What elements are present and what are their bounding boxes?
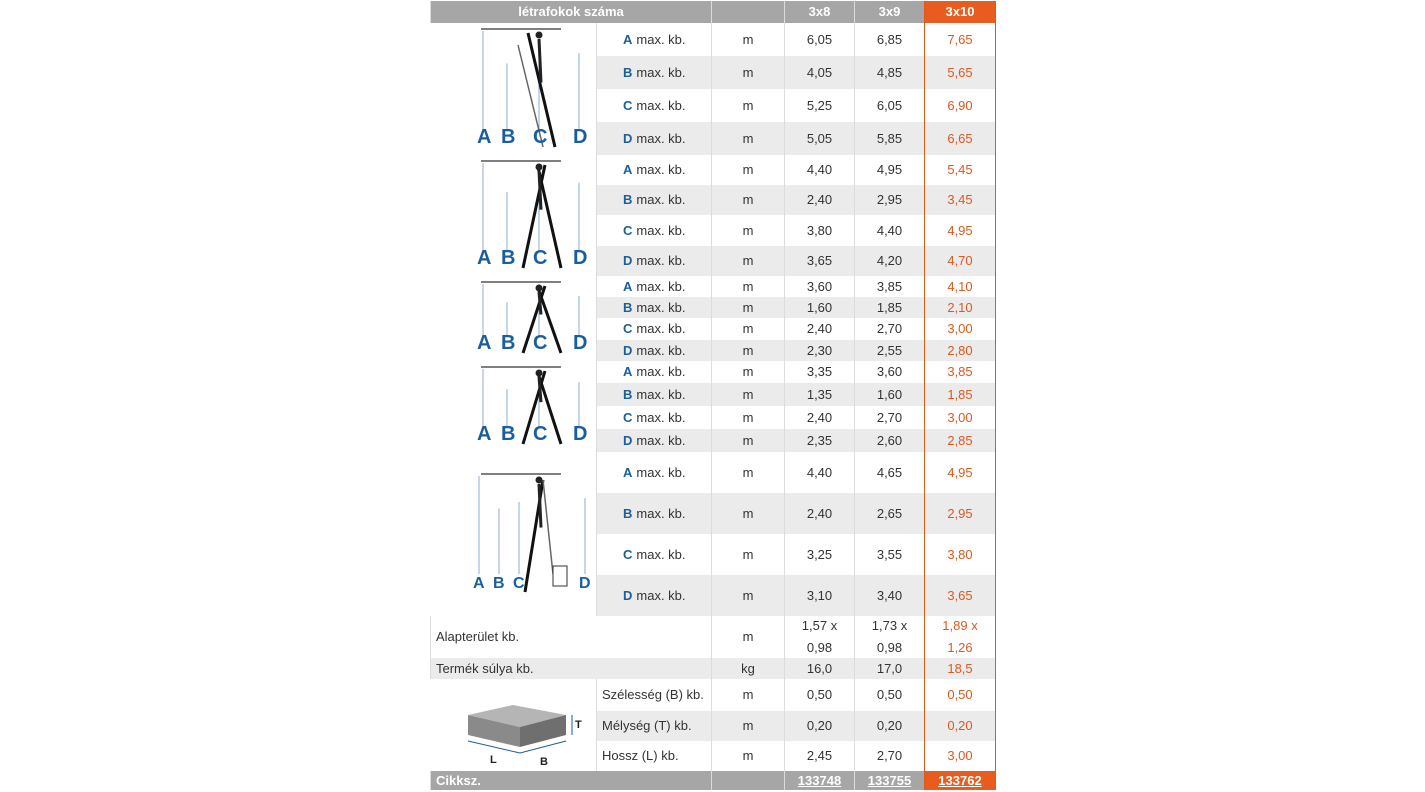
unit-cell: m: [712, 575, 785, 616]
svg-text:C: C: [533, 247, 548, 269]
dimension-letter: B: [623, 192, 633, 208]
footprint-line-1: 1,73 x: [871, 618, 908, 634]
dimension-letter: A: [623, 162, 633, 178]
unit-cell: m: [712, 56, 785, 89]
unit-cell: m: [712, 679, 785, 711]
dimension-letter: B: [623, 386, 633, 402]
svg-text:A: A: [473, 575, 485, 592]
svg-text:B: B: [501, 126, 516, 148]
value-3x10: 2,80: [925, 340, 996, 361]
value-3x10: 3,00: [925, 741, 996, 771]
dimension-label: [597, 276, 712, 297]
package-row: [431, 679, 996, 711]
svg-text:C: C: [533, 126, 548, 148]
value-3x10: 3,65: [925, 575, 996, 616]
value-3x10: 3,85: [925, 361, 996, 383]
unit-cell: m: [712, 318, 785, 340]
value-3x8: 1,60: [785, 297, 855, 318]
dimension-letter: A: [623, 364, 633, 380]
footprint-line-2: 1,26: [947, 640, 973, 655]
dimension-suffix: max. kb.: [636, 299, 686, 315]
dimension-letter: A: [623, 464, 633, 480]
dimension-label: [597, 297, 712, 318]
dimension-label: [597, 23, 712, 56]
unit-header: [712, 1, 785, 23]
dimension-suffix: max. kb.: [636, 162, 686, 178]
value-3x10: 2,10: [925, 297, 996, 318]
svg-text:C: C: [533, 423, 548, 445]
dimension-label: [597, 534, 712, 575]
dimension-suffix: max. kb.: [636, 64, 686, 80]
value-3x10: 3,00: [925, 318, 996, 340]
dimension-label: [597, 122, 712, 155]
dimension-suffix: max. kb.: [636, 587, 686, 603]
dimension-label: [597, 383, 712, 406]
value-3x9: 3,55: [855, 534, 925, 575]
dimension-letter: C: [623, 546, 633, 562]
dimension-letter: A: [623, 31, 633, 47]
unit-cell: m: [712, 215, 785, 246]
value-3x8: 1,35: [785, 383, 855, 406]
value-3x10: 1,85: [925, 383, 996, 406]
unit-cell: m: [712, 297, 785, 318]
value-3x10: 18,5: [925, 658, 996, 679]
value-3x8: 3,25: [785, 534, 855, 575]
unit-cell: [712, 771, 785, 790]
ladder-diagram-2: [431, 155, 597, 276]
value-3x8: 4,40: [785, 452, 855, 493]
ladder-diagram-4: [431, 361, 597, 452]
unit-cell: m: [712, 493, 785, 534]
unit-cell: m: [712, 340, 785, 361]
dimension-label: [597, 89, 712, 122]
svg-text:A: A: [477, 126, 492, 148]
value-3x9: [855, 616, 925, 658]
ladder-spec-table: [430, 1, 996, 790]
unit-cell: m: [712, 383, 785, 406]
dimension-letter: D: [623, 432, 633, 448]
article-link-3x8[interactable]: 133748: [797, 772, 842, 788]
svg-text:A: A: [477, 247, 492, 269]
value-3x8: 3,65: [785, 246, 855, 276]
header-row: [431, 1, 996, 23]
weight-label: Termék súlya kb.: [431, 658, 712, 679]
svg-text:B: B: [501, 423, 516, 445]
footprint-line-2: 0,98: [876, 640, 903, 655]
unit-cell: m: [712, 246, 785, 276]
unit-cell: m: [712, 452, 785, 493]
value-3x8: 5,25: [785, 89, 855, 122]
dimension-suffix: max. kb.: [636, 432, 686, 448]
dimension-suffix: max. kb.: [636, 278, 686, 294]
value-3x8: 0,50: [785, 679, 855, 711]
value-3x10: 7,65: [925, 23, 996, 56]
dimension-suffix: max. kb.: [636, 192, 686, 208]
value-3x10: [925, 616, 996, 658]
dimension-letter: D: [623, 342, 633, 358]
article-link-3x9[interactable]: 133755: [867, 772, 912, 788]
value-3x9: 3,40: [855, 575, 925, 616]
unit-cell: m: [712, 23, 785, 56]
svg-text:D: D: [573, 247, 588, 269]
dimension-letter: B: [623, 299, 633, 315]
model-header-3x8: 3x8: [785, 1, 855, 23]
weight-row: [431, 658, 996, 679]
footprint-line-1: 1,89 x: [942, 618, 978, 634]
value-3x8: 2,45: [785, 741, 855, 771]
package-dimension-label: Szélesség (B) kb.: [597, 679, 712, 711]
unit-cell: kg: [712, 658, 785, 679]
value-3x10: 4,10: [925, 276, 996, 297]
package-dimension-label: Mélység (T) kb.: [597, 711, 712, 741]
value-3x8: [785, 616, 855, 658]
svg-text:B: B: [501, 247, 516, 269]
footprint-label: Alapterület kb.: [431, 616, 712, 658]
value-3x8: 4,05: [785, 56, 855, 89]
table-row: [431, 276, 996, 297]
value-3x10: 0,20: [925, 711, 996, 741]
value-3x9: 4,85: [855, 56, 925, 89]
dimension-suffix: max. kb.: [636, 546, 686, 562]
dimension-label: [597, 340, 712, 361]
dimension-letter: C: [623, 321, 633, 337]
value-3x9: 2,60: [855, 429, 925, 452]
dimension-suffix: max. kb.: [636, 464, 686, 480]
value-3x10: 5,45: [925, 155, 996, 185]
value-3x9: 2,70: [855, 741, 925, 771]
dimension-suffix: max. kb.: [636, 97, 686, 113]
article-number-row: [431, 771, 996, 790]
dimension-letter: C: [623, 222, 633, 238]
svg-text:D: D: [579, 575, 591, 592]
value-3x9: 4,20: [855, 246, 925, 276]
value-3x8: 16,0: [785, 658, 855, 679]
dimension-suffix: max. kb.: [636, 31, 686, 47]
dimension-suffix: max. kb.: [636, 222, 686, 238]
value-3x8: 2,40: [785, 185, 855, 215]
svg-text:B: B: [501, 332, 516, 354]
value-3x9: 2,95: [855, 185, 925, 215]
unit-cell: m: [712, 741, 785, 771]
svg-text:L: L: [490, 754, 497, 766]
table-row: [431, 361, 996, 383]
unit-cell: m: [712, 711, 785, 741]
value-3x9: 2,55: [855, 340, 925, 361]
ladder-diagram-3: [431, 276, 597, 361]
value-3x8: 0,20: [785, 711, 855, 741]
dimension-suffix: max. kb.: [636, 321, 686, 337]
article-link-3x10[interactable]: 133762: [938, 772, 982, 788]
dimension-letter: C: [623, 409, 633, 425]
value-3x9: 0,50: [855, 679, 925, 711]
value-3x8: 3,10: [785, 575, 855, 616]
value-3x8: 2,30: [785, 340, 855, 361]
value-3x9: 4,65: [855, 452, 925, 493]
dimension-label: [597, 56, 712, 89]
value-3x10: 4,70: [925, 246, 996, 276]
value-3x9: 2,70: [855, 318, 925, 340]
dimension-label: [597, 185, 712, 215]
svg-text:A: A: [477, 423, 492, 445]
value-3x9: 2,65: [855, 493, 925, 534]
dimension-label: [597, 361, 712, 383]
value-3x10: 6,65: [925, 122, 996, 155]
svg-text:D: D: [573, 423, 588, 445]
value-3x8: 2,40: [785, 493, 855, 534]
dimension-label: [597, 429, 712, 452]
dimension-label: [597, 406, 712, 429]
value-3x9: 2,70: [855, 406, 925, 429]
table-row: [431, 23, 996, 56]
dimension-suffix: max. kb.: [636, 505, 686, 521]
value-3x10: 2,85: [925, 429, 996, 452]
dimension-suffix: max. kb.: [636, 409, 686, 425]
dimension-letter: A: [623, 278, 633, 294]
ladder-diagram-1: [431, 23, 597, 155]
dimension-label: [597, 493, 712, 534]
dimension-label: [597, 155, 712, 185]
svg-text:D: D: [573, 332, 588, 354]
dimension-label: [597, 452, 712, 493]
value-3x10: 3,45: [925, 185, 996, 215]
value-3x8: 3,60: [785, 276, 855, 297]
dimension-label: [597, 215, 712, 246]
dimension-label: [597, 575, 712, 616]
svg-text:T: T: [575, 719, 582, 731]
value-3x8: 2,40: [785, 406, 855, 429]
value-3x9: 3,60: [855, 361, 925, 383]
unit-cell: m: [712, 185, 785, 215]
dimension-letter: C: [623, 97, 633, 113]
value-3x8: 6,05: [785, 23, 855, 56]
value-3x9: 17,0: [855, 658, 925, 679]
svg-text:B: B: [493, 575, 505, 592]
svg-text:B: B: [540, 756, 549, 768]
model-header-3x9: 3x9: [855, 1, 925, 23]
article-number-label: Cikksz.: [431, 771, 712, 790]
dimension-label: [597, 246, 712, 276]
value-3x8: 3,80: [785, 215, 855, 246]
value-3x9: 0,20: [855, 711, 925, 741]
value-3x10: 6,90: [925, 89, 996, 122]
dimension-suffix: max. kb.: [636, 386, 686, 402]
dimension-suffix: max. kb.: [636, 364, 686, 380]
value-3x9: 3,85: [855, 276, 925, 297]
table-row: [431, 155, 996, 185]
value-3x9: 1,60: [855, 383, 925, 406]
unit-cell: m: [712, 155, 785, 185]
unit-cell: m: [712, 534, 785, 575]
ladder-diagram-5: [431, 452, 597, 616]
svg-text:A: A: [477, 332, 492, 354]
rung-count-header: létrafokok száma: [431, 1, 712, 23]
value-3x9: 4,40: [855, 215, 925, 246]
unit-cell: m: [712, 122, 785, 155]
table-row: [431, 452, 996, 493]
package-dimension-label: Hossz (L) kb.: [597, 741, 712, 771]
dimension-suffix: max. kb.: [636, 342, 686, 358]
model-header-3x10: 3x10: [925, 1, 996, 23]
unit-cell: m: [712, 89, 785, 122]
dimension-suffix: max. kb.: [636, 130, 686, 146]
value-3x10: 2,95: [925, 493, 996, 534]
value-3x9: 5,85: [855, 122, 925, 155]
svg-text:C: C: [513, 575, 525, 592]
value-3x8: 3,35: [785, 361, 855, 383]
dimension-letter: D: [623, 253, 633, 269]
dimension-label: [597, 318, 712, 340]
svg-text:C: C: [533, 332, 548, 354]
dimension-letter: B: [623, 505, 633, 521]
value-3x9: 6,05: [855, 89, 925, 122]
dimension-suffix: max. kb.: [636, 253, 686, 269]
value-3x10: 4,95: [925, 215, 996, 246]
value-3x10: 5,65: [925, 56, 996, 89]
value-3x8: 2,40: [785, 318, 855, 340]
value-3x10: 0,50: [925, 679, 996, 711]
dimension-letter: B: [623, 64, 633, 80]
svg-text:D: D: [573, 126, 588, 148]
package-box-diagram: [431, 679, 597, 771]
value-3x8: 2,35: [785, 429, 855, 452]
unit-cell: m: [712, 276, 785, 297]
value-3x9: 1,85: [855, 297, 925, 318]
unit-cell: m: [712, 406, 785, 429]
footprint-line-2: 0,98: [806, 640, 833, 655]
value-3x10: 3,00: [925, 406, 996, 429]
footprint-row: [431, 616, 996, 658]
footprint-line-1: 1,57 x: [801, 618, 838, 634]
value-3x9: 6,85: [855, 23, 925, 56]
unit-cell: m: [712, 429, 785, 452]
value-3x8: 4,40: [785, 155, 855, 185]
unit-cell: m: [712, 361, 785, 383]
value-3x9: 4,95: [855, 155, 925, 185]
value-3x10: 3,80: [925, 534, 996, 575]
value-3x10: 4,95: [925, 452, 996, 493]
unit-cell: m: [712, 616, 785, 658]
dimension-letter: D: [623, 587, 633, 603]
value-3x8: 5,05: [785, 122, 855, 155]
dimension-letter: D: [623, 130, 633, 146]
